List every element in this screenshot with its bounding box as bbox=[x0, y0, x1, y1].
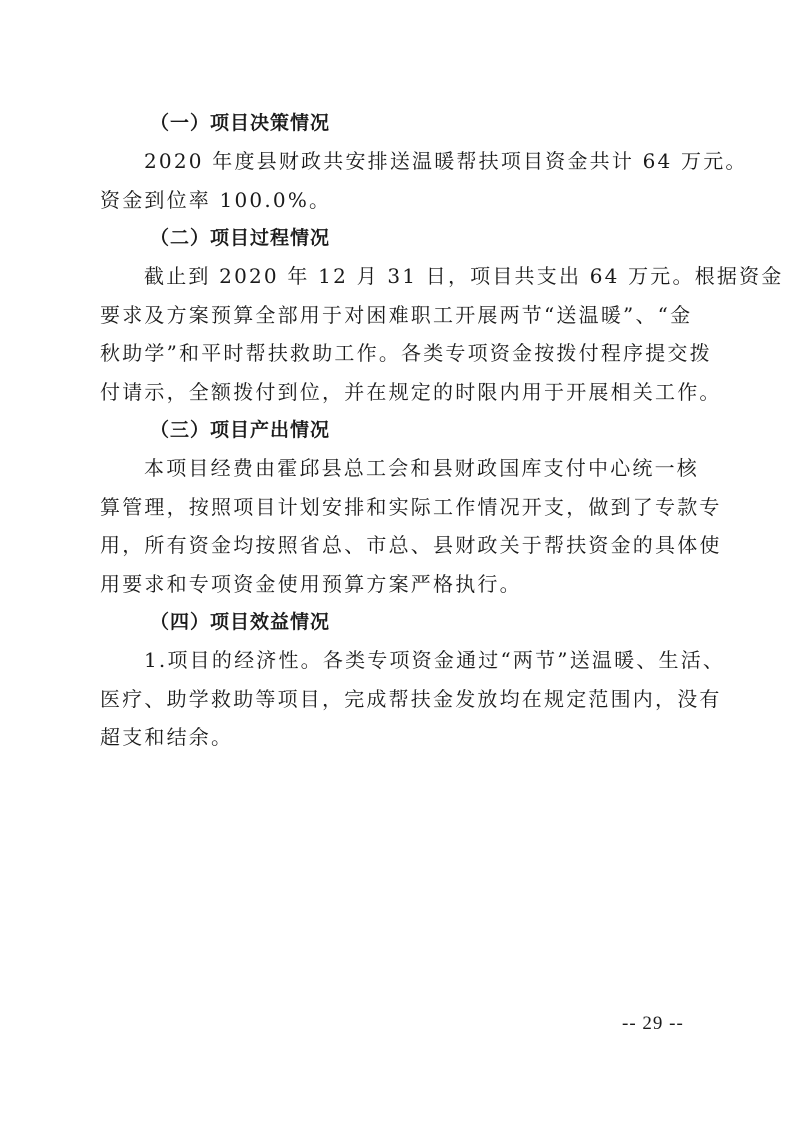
paragraph-line: 要求及方案预算全部用于对困难职工开展两节“送温暖”、“金 bbox=[100, 302, 693, 327]
section-project-decision bbox=[100, 104, 748, 219]
section-heading: （二）项目过程情况 bbox=[150, 227, 331, 249]
section-paragraph bbox=[100, 257, 784, 411]
section-paragraph bbox=[100, 641, 726, 757]
section-paragraph bbox=[100, 142, 748, 219]
paragraph-line: 1.项目的经济性。各类专项资金通过“两节”送温暖、生活、 bbox=[144, 648, 726, 672]
section-heading: （三）项目产出情况 bbox=[150, 419, 331, 441]
paragraph-line: 资金到位率 100.0%。 bbox=[100, 187, 332, 212]
paragraph-line: 付请示，全额拨付到位，并在规定的时限内用于开展相关工作。 bbox=[100, 379, 722, 404]
paragraph-line: 截止到 2020 年 12 月 31 日，项目共支出 64 万元。根据资金 bbox=[144, 264, 784, 288]
section-heading: （一）项目决策情况 bbox=[150, 112, 331, 134]
paragraph-line: 超支和结余。 bbox=[100, 725, 234, 749]
section-paragraph bbox=[100, 449, 722, 603]
paragraph-line: 用要求和专项资金使用预算方案严格执行。 bbox=[100, 571, 522, 596]
paragraph-line: 秋助学”和平时帮扶救助工作。各类专项资金按拨付程序提交拨 bbox=[100, 341, 712, 365]
paragraph-line: 用，所有资金均按照省总、市总、县财政关于帮扶资金的具体使 bbox=[100, 533, 722, 557]
paragraph-line: 医疗、助学救助等项目，完成帮扶金发放均在规定范围内，没有 bbox=[100, 686, 722, 711]
section-heading: （四）项目效益情况 bbox=[150, 611, 331, 633]
section-project-process bbox=[100, 219, 784, 411]
section-project-benefit bbox=[100, 603, 726, 757]
document-body bbox=[100, 104, 784, 757]
paragraph-line: 本项目经费由霍邱县总工会和县财政国库支付中心统一核 bbox=[144, 456, 699, 480]
paragraph-line: 2020 年度县财政共安排送温暖帮扶项目资金共计 64 万元。 bbox=[144, 149, 748, 173]
section-project-output bbox=[100, 411, 722, 603]
page-number: -- 29 -- bbox=[622, 1013, 684, 1034]
paragraph-line: 算管理，按照项目计划安排和实际工作情况开支，做到了专款专 bbox=[100, 494, 722, 519]
